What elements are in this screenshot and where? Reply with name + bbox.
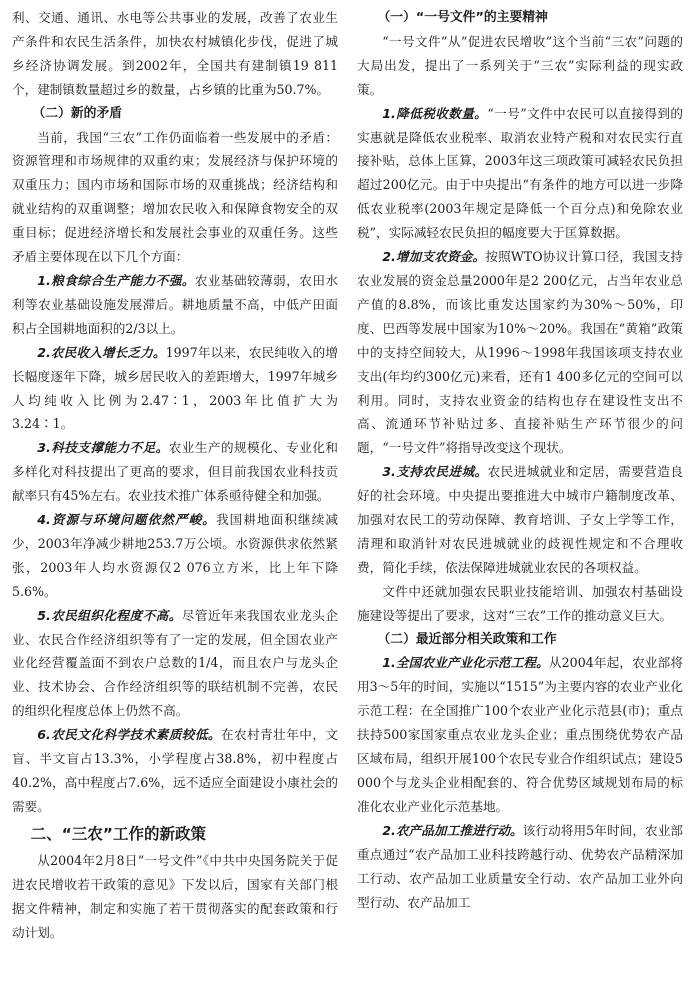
section-two-policies-heading: （二）最近部分相关政策和工作 xyxy=(377,631,557,647)
item-text: 农业基础较薄弱，农田水利等农业基础设施发展滞后。耕地质量不高，中低产田面积占全国耕地面积的2/3以上。 xyxy=(12,272,338,336)
policy-item-3 xyxy=(357,460,683,580)
section-two-intro-paragraph: 当前，我国“三农”工作仍面临着一些发展中的矛盾：资源管理和市场规律的双重约束；发展经济与保护环境的双重压力；国内市场和国际市场的双重挑战；经济结构和就业结构的双重调整；增加农民收入和保障食物安全的双重目标；促进经济增长和发展社会事业的双重任务。这些矛盾主要体现在以下几个方面： xyxy=(12,129,338,265)
item-lead: 2.农产品加工推进行动。 xyxy=(382,822,523,838)
contradiction-item-4 xyxy=(12,508,338,604)
contradiction-item-6 xyxy=(12,723,338,819)
item-lead: 4.资源与环境问题依然严峻。 xyxy=(37,512,216,528)
item-lead: 3.科技支撑能力不足。 xyxy=(37,440,169,456)
item-text: 按照WTO协议计算口径，我国支持农业发展的资金总量2000年是2 200亿元，占当年农业总产值的8.8%，而该比重发达国家约为30%～50%，印度、巴西等发展中国家为10%～20%。我国在“黄箱”政策中的支持空间较大，从1996～1998年我国该项支持农业支出(年均约300亿元)来看，还有1 400多亿元的空间可以利用。同时，支持农业资金的结构也存在建设性支出不高、流通环节补贴过多、直接补贴生产环节很少的问题，“一号文件”将指导改变这个现状。 xyxy=(357,249,683,456)
item-lead: 5.农民组织化程度不高。 xyxy=(37,607,182,623)
contradiction-item-3 xyxy=(12,436,338,508)
policy-item-1 xyxy=(357,102,683,245)
item-text: 农业生产的规模化、专业化和多样化对科技提出了更高的要求，但目前我国农业科技贡献率只有45%左右。农业技术推广体系亟待健全和加强。 xyxy=(12,440,338,504)
chapter-intro-paragraph: 从2004年2月8日“一号文件”《中共中央国务院关于促进农民增收若干政策的意见》下发以后，国家有关部门根据文件精神，制定和实施了若干贯彻落实的配套政策和行动计划。 xyxy=(12,852,338,940)
item-lead: 3.支持农民进城。 xyxy=(382,464,488,480)
item-text: 农民进城就业和定居，需要营造良好的社会环境。中央提出要推进大中城市户籍制度改革、加强对农民工的劳动保障、教育培训、子女上学等工作，清理和取消针对农民进城就业的歧视性规定和不合理收费，简化手续，依法保障进城就业农民的各项权益。 xyxy=(357,464,683,575)
section-two-heading: （二）新的矛盾 xyxy=(32,105,123,121)
item-lead: 2.农民收入增长乏力。 xyxy=(37,344,166,360)
item-text: 我国耕地面积继续减少，2003年净减少耕地253.7万公顷。水资源供求依然紧张，2003年人均水资源仅2 076立方米，比上年下降5.6%。 xyxy=(12,512,338,599)
contradiction-item-5 xyxy=(12,604,338,724)
item-lead: 6.农民文化科学技术素质较低。 xyxy=(37,727,221,743)
item-lead: 1.降低税收数量。 xyxy=(382,105,488,121)
item-text: “一号”文件中农民可以直接得到的实惠就是降低农业税率、取消农业特产税和对农民实行直接补贴，总体上匡算，2003年这三项政策可减轻农民负担超过200亿元。由于中央提出“有条件的地方可以进一步降低农业税率(2003年规定是降低一个百分点)和免除农业税”，实际减轻农民负担的幅度要大于匡算数据。 xyxy=(357,105,683,241)
work-item-2 xyxy=(357,819,683,915)
left-column xyxy=(12,6,338,982)
chapter-heading: 二、“三农”工作的新政策 xyxy=(30,824,206,843)
item-lead: 1.粮食综合生产能力不强。 xyxy=(37,272,195,288)
section-one-heading: （一）“一号文件”的主要精神 xyxy=(377,10,548,25)
item-text: 尽管近年来我国农业龙头企业、农民合作经济组织等有了一定的发展，但全国农业产业化经营覆盖面不到农户总数的1/4，而且农户与龙头企业、技术协会、合作经济组织等的联结机制不完善，农民的组织化程度总体上仍然不高。 xyxy=(12,607,338,719)
work-item-1 xyxy=(357,651,683,818)
item-text: 该行动将用5年时间，农业部重点通过“农产品加工业科技跨越行动、优势农产品精深加工行动、农产品加工业质量安全行动、农产品加工业外向型行动、农产品加工 xyxy=(357,822,683,910)
item-text: 在农村青壮年中，文盲、半文盲占13.3%，小学程度占38.8%，初中程度占40.2%，高中程度占7.6%，远不适应全面建设小康社会的需要。 xyxy=(12,727,338,814)
intro-continued-paragraph: 利、交通、通讯、水电等公共事业的发展，改善了农业生产条件和农民生活条件，加快农村城镇化步伐，促进了城乡经济协调发展。到2002年，全国共有建制镇19 811个，建制镇数量超过乡的数量，占乡镇的比重为50.7%。 xyxy=(12,10,338,97)
item-lead: 2.增加支农资金。 xyxy=(382,249,486,265)
policy-item-2 xyxy=(357,245,683,460)
section-one-closing-paragraph: 文件中还就加强农民职业技能培训、加强农村基础设施建设等提出了要求，这对“三农”工作的推动意义巨大。 xyxy=(357,583,683,623)
item-text: 1997年以来，农民纯收入的增长幅度逐年下降，城乡居民收入的差距增大，1997年城乡人均纯收入比例为2.47∶1，2003年比值扩大为3.24∶1。 xyxy=(12,344,338,432)
contradiction-item-1 xyxy=(12,269,338,341)
right-column xyxy=(357,6,683,982)
item-lead: 1.全国农业产业化示范工程。 xyxy=(382,655,549,671)
section-one-intro-paragraph: “一号文件”从“促进农民增收”这个当前“三农”问题的大局出发，提出了一系列关于“三农”实际利益的现实政策。 xyxy=(357,33,683,97)
contradiction-item-2 xyxy=(12,341,338,437)
item-text: 从2004年起，农业部将用3～5年的时间，实施以“1515”为主要内容的农业产业化示范工程：在全国推广100个农业产业化示范县(市)；重点扶持500家国家重点农业龙头企业；重点围绕优势农产品区域布局，组织开展100个农民专业合作组织试点；建设5 000个与龙头企业相配套的、符合优势区域规划布局的标准化农业产业化示范基地。 xyxy=(357,655,683,814)
